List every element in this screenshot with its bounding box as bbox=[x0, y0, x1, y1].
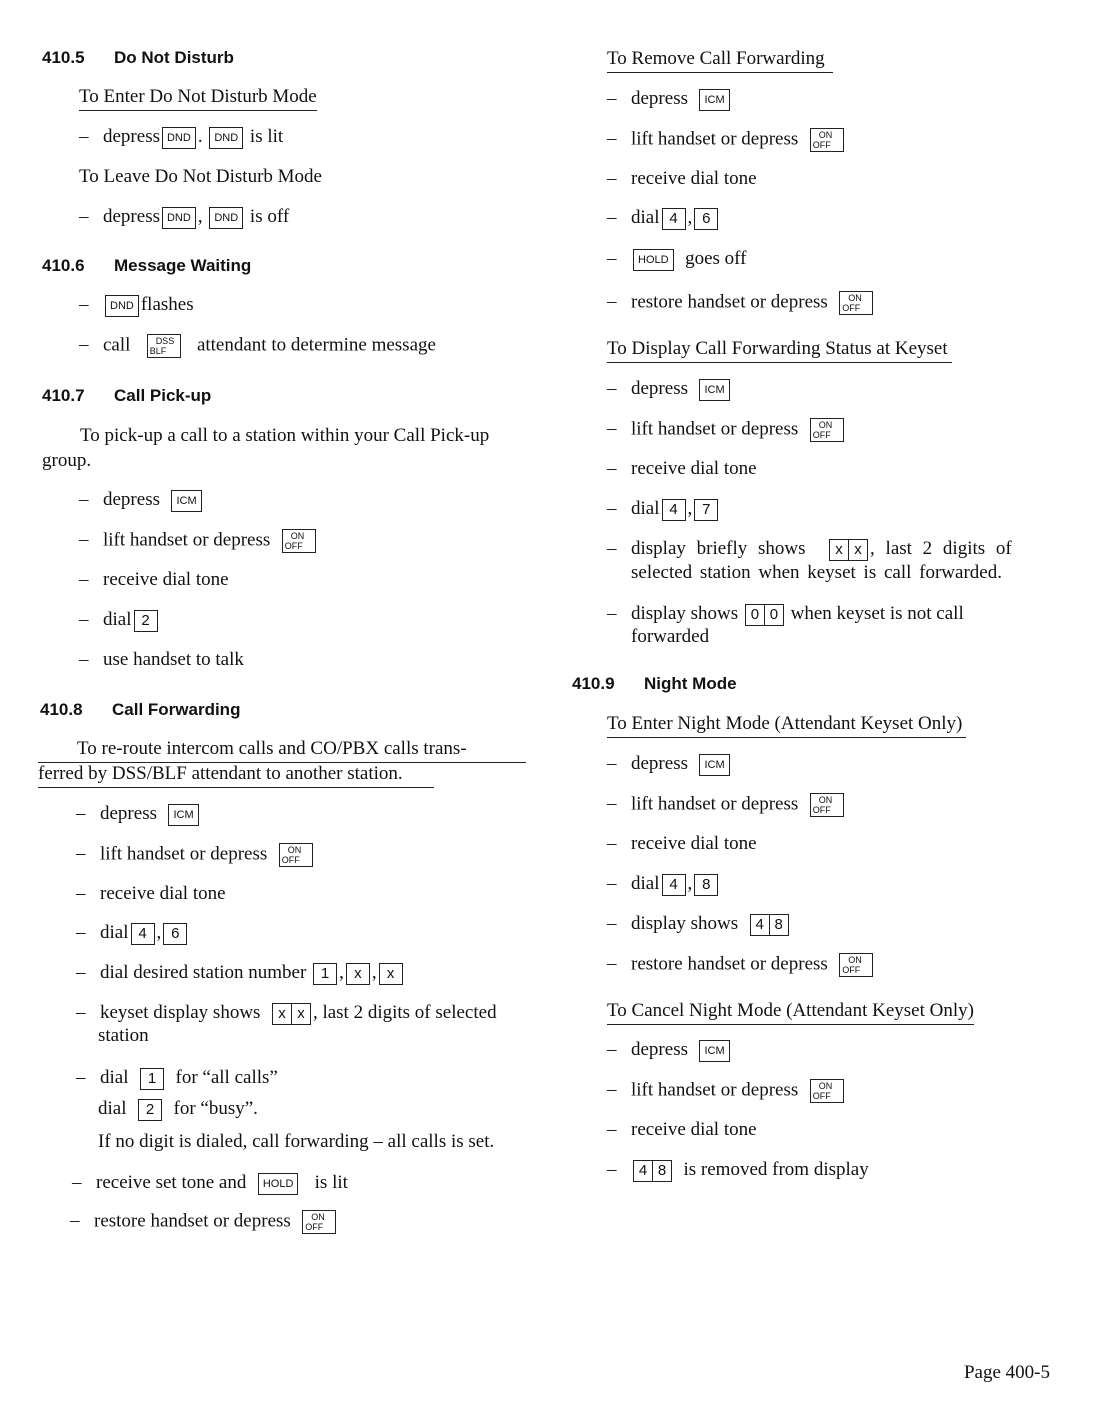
display-readout bbox=[750, 914, 789, 936]
dash: – bbox=[79, 126, 89, 147]
key-on: ON bbox=[848, 293, 862, 303]
step-text: restore handset or depress bbox=[631, 291, 828, 313]
step-line bbox=[76, 962, 405, 985]
step-text: keyset display shows bbox=[100, 1002, 261, 1023]
on-off-key bbox=[302, 1210, 336, 1234]
section-title: Call Pick-up bbox=[114, 386, 212, 405]
display-digit: 0 bbox=[750, 605, 760, 623]
dnd-key: DND bbox=[209, 127, 243, 149]
on-off-key bbox=[810, 418, 844, 442]
dash: – bbox=[607, 873, 617, 894]
step-text: , last 2 digits of selected bbox=[312, 1002, 497, 1023]
section-number: 410.8 bbox=[40, 700, 83, 719]
key-off: OFF bbox=[812, 1091, 831, 1101]
dash: – bbox=[76, 803, 86, 824]
separator: , bbox=[197, 206, 203, 227]
dss-blf-key bbox=[147, 334, 181, 358]
key-off: OFF bbox=[812, 140, 831, 150]
step-line bbox=[607, 498, 720, 521]
dash: – bbox=[79, 334, 89, 356]
dash: – bbox=[607, 88, 617, 109]
dash: – bbox=[607, 1079, 617, 1101]
icm-key: ICM bbox=[168, 804, 198, 826]
subheading-enter-night: To Enter Night Mode (Attendant Keyset Only) bbox=[607, 713, 966, 738]
key-off: OFF bbox=[842, 965, 861, 975]
step-text: dial bbox=[100, 1067, 129, 1088]
step-text: dial bbox=[100, 922, 129, 943]
step-line bbox=[607, 833, 757, 855]
on-off-key bbox=[279, 843, 313, 867]
dash: – bbox=[607, 418, 617, 440]
step-line bbox=[607, 88, 732, 111]
dash: – bbox=[79, 294, 89, 315]
dash: – bbox=[76, 1067, 86, 1088]
digit-key: 2 bbox=[134, 610, 158, 632]
step-line bbox=[76, 883, 226, 905]
step-line bbox=[607, 953, 875, 977]
digit-key: x bbox=[346, 963, 370, 985]
dash: – bbox=[607, 538, 617, 559]
display-readout bbox=[745, 604, 784, 626]
section-heading-410-7 bbox=[42, 386, 211, 406]
icm-key: ICM bbox=[699, 754, 729, 776]
step-line bbox=[76, 922, 189, 945]
step-line bbox=[607, 168, 757, 190]
step-text: depress bbox=[631, 1039, 688, 1060]
dash: – bbox=[607, 378, 617, 399]
step-text: depress bbox=[103, 206, 160, 227]
section-heading-410-9 bbox=[572, 674, 737, 694]
on-off-key bbox=[810, 793, 844, 817]
step-line bbox=[79, 649, 244, 671]
separator: , bbox=[687, 498, 693, 519]
dash: – bbox=[79, 569, 89, 590]
step-line bbox=[607, 1119, 757, 1141]
dnd-key: DND bbox=[162, 127, 196, 149]
display-digit: 8 bbox=[769, 915, 788, 935]
step-continuation: forwarded bbox=[631, 626, 710, 647]
display-digit: 8 bbox=[652, 1161, 671, 1181]
key-off: OFF bbox=[281, 855, 300, 865]
step-text: display shows bbox=[631, 603, 739, 624]
step-line bbox=[72, 1172, 348, 1195]
subheading-remove-forwarding: To Remove Call Forwarding bbox=[607, 48, 833, 73]
step-line bbox=[607, 378, 732, 401]
step-text: dial bbox=[103, 609, 132, 630]
step-text: dial bbox=[98, 1098, 127, 1119]
dash: – bbox=[79, 609, 89, 630]
dash: – bbox=[607, 953, 617, 975]
intro-line-1: To re-route intercom calls and CO/PBX calls trans- bbox=[38, 738, 526, 763]
section-heading-410-8 bbox=[40, 700, 240, 720]
step-text: dial bbox=[631, 498, 660, 519]
separator: , bbox=[156, 922, 162, 943]
separator: . bbox=[197, 126, 203, 147]
step-text: is removed from display bbox=[683, 1159, 869, 1180]
step-line bbox=[76, 1002, 497, 1025]
display-digit: 4 bbox=[755, 915, 764, 933]
dnd-key: DND bbox=[209, 207, 243, 229]
display-digit: x bbox=[835, 540, 843, 558]
dash: – bbox=[76, 962, 86, 983]
digit-key: 1 bbox=[140, 1068, 164, 1090]
section-heading-410-6 bbox=[42, 256, 251, 276]
on-off-key bbox=[839, 291, 873, 315]
display-digit: 0 bbox=[764, 605, 783, 625]
step-line bbox=[76, 843, 315, 867]
step-text: restore handset or depress bbox=[94, 1210, 291, 1232]
icm-key: ICM bbox=[171, 490, 201, 512]
step-text: restore handset or depress bbox=[631, 953, 828, 975]
display-digit: x bbox=[848, 540, 867, 560]
key-off: OFF bbox=[305, 1222, 324, 1232]
step-line bbox=[79, 489, 204, 512]
page-number: Page 400-5 bbox=[963, 1362, 1050, 1383]
dash: – bbox=[607, 793, 617, 815]
step-line bbox=[76, 803, 201, 826]
step-text: depress bbox=[631, 88, 688, 109]
key-on: ON bbox=[848, 955, 862, 965]
digit-key: 7 bbox=[694, 499, 718, 521]
step-text: use handset to talk bbox=[103, 649, 244, 670]
step-text: dial desired station number bbox=[100, 962, 307, 983]
hold-key: HOLD bbox=[633, 249, 674, 271]
dash: – bbox=[607, 833, 617, 854]
on-off-key bbox=[282, 529, 316, 553]
step-line bbox=[70, 1210, 338, 1234]
step-line bbox=[79, 569, 229, 591]
dash: – bbox=[607, 248, 617, 269]
step-text: receive dial tone bbox=[631, 168, 757, 189]
subheading-cancel-night: To Cancel Night Mode (Attendant Keyset Only) bbox=[607, 1000, 974, 1025]
step-text: depress bbox=[103, 489, 160, 510]
step-text: , last 2 digits of bbox=[870, 538, 1012, 559]
section-number: 410.6 bbox=[42, 256, 85, 275]
step-line bbox=[98, 1098, 258, 1121]
digit-key: 4 bbox=[131, 923, 155, 945]
dash: – bbox=[607, 1119, 617, 1140]
dash: – bbox=[72, 1172, 82, 1193]
step-line bbox=[607, 128, 846, 152]
section-title: Message Waiting bbox=[114, 256, 252, 275]
step-line bbox=[79, 206, 289, 229]
dash: – bbox=[607, 498, 617, 519]
step-text: lift handset or depress bbox=[631, 128, 799, 150]
step-line bbox=[607, 753, 732, 776]
key-on: ON bbox=[818, 420, 833, 430]
display-readout bbox=[633, 1160, 672, 1182]
section-title: Call Forwarding bbox=[112, 700, 241, 719]
section-number: 410.7 bbox=[42, 386, 85, 405]
separator: , bbox=[371, 962, 377, 983]
step-line bbox=[607, 793, 846, 817]
step-line bbox=[607, 603, 964, 626]
key-on: ON bbox=[287, 845, 302, 855]
separator: , bbox=[687, 873, 693, 894]
step-text: dial bbox=[631, 873, 660, 894]
step-text: receive dial tone bbox=[631, 833, 757, 854]
step-line bbox=[79, 529, 318, 553]
dash: – bbox=[79, 529, 89, 551]
digit-key: 4 bbox=[662, 499, 686, 521]
separator: , bbox=[339, 962, 344, 983]
step-text: lift handset or depress bbox=[100, 843, 268, 865]
dash: – bbox=[70, 1210, 80, 1232]
key-on: ON bbox=[311, 1212, 325, 1222]
step-text: flashes bbox=[140, 294, 194, 315]
on-off-key bbox=[810, 1079, 844, 1103]
step-line bbox=[607, 291, 875, 315]
dash: – bbox=[79, 649, 89, 670]
step-text: attendant to determine message bbox=[196, 334, 436, 356]
step-line bbox=[607, 458, 757, 480]
section-heading-410-5 bbox=[42, 48, 234, 68]
dash: – bbox=[607, 128, 617, 150]
step-line bbox=[607, 1159, 869, 1182]
digit-key: 8 bbox=[694, 874, 718, 896]
dash: – bbox=[607, 603, 617, 624]
dash: – bbox=[607, 1159, 617, 1180]
display-readout bbox=[829, 539, 868, 561]
dash: – bbox=[607, 291, 617, 313]
digit-key: 4 bbox=[662, 874, 686, 896]
section-number: 410.9 bbox=[572, 674, 615, 693]
step-text: lift handset or depress bbox=[631, 793, 799, 815]
dash: – bbox=[76, 1002, 86, 1023]
dash: – bbox=[607, 913, 617, 934]
step-line bbox=[607, 538, 1012, 561]
digit-key: 2 bbox=[138, 1099, 162, 1121]
key-off: OFF bbox=[812, 805, 831, 815]
dash: – bbox=[607, 1039, 617, 1060]
step-text: is off bbox=[249, 206, 290, 227]
section-number: 410.5 bbox=[42, 48, 85, 67]
step-text: receive set tone and bbox=[96, 1172, 247, 1193]
step-line bbox=[607, 207, 720, 230]
section-title: Night Mode bbox=[644, 674, 737, 693]
step-line bbox=[607, 913, 791, 936]
step-continuation: selected station when keyset is call forwarded. bbox=[631, 562, 1002, 583]
step-text: depress bbox=[631, 753, 688, 774]
step-line bbox=[607, 248, 746, 271]
step-line bbox=[607, 1039, 732, 1062]
step-line bbox=[607, 1079, 846, 1103]
dash: – bbox=[607, 458, 617, 479]
digit-key: 4 bbox=[662, 208, 686, 230]
display-digit: 4 bbox=[638, 1161, 648, 1179]
dash: – bbox=[76, 922, 86, 943]
on-off-key bbox=[810, 128, 844, 152]
key-off: OFF bbox=[812, 430, 831, 440]
section-title: Do Not Disturb bbox=[114, 48, 234, 67]
icm-key: ICM bbox=[699, 379, 729, 401]
step-line bbox=[76, 1067, 278, 1090]
step-line bbox=[607, 418, 846, 442]
digit-key: 6 bbox=[163, 923, 187, 945]
step-text: depress bbox=[631, 378, 688, 399]
step-text: depress bbox=[100, 803, 157, 824]
step-text: is lit bbox=[249, 126, 284, 147]
step-text: receive dial tone bbox=[103, 569, 229, 590]
display-readout bbox=[272, 1003, 311, 1025]
step-line bbox=[79, 609, 160, 632]
step-line bbox=[79, 294, 194, 317]
step-text: display shows bbox=[631, 913, 739, 934]
step-text: for “busy”. bbox=[173, 1098, 258, 1119]
step-continuation: station bbox=[98, 1025, 149, 1046]
step-text: dial bbox=[631, 207, 660, 228]
dash: – bbox=[607, 207, 617, 228]
step-text: receive dial tone bbox=[631, 458, 757, 479]
on-off-key bbox=[839, 953, 873, 977]
step-text: lift handset or depress bbox=[631, 1079, 799, 1101]
step-text: for “all calls” bbox=[175, 1067, 278, 1088]
display-digit: x bbox=[278, 1004, 286, 1022]
subheading-leave-dnd: To Leave Do Not Disturb Mode bbox=[79, 166, 322, 187]
key-off: OFF bbox=[284, 541, 303, 551]
digit-key: 1 bbox=[313, 963, 337, 985]
step-text: call bbox=[103, 334, 131, 356]
step-text: lift handset or depress bbox=[103, 529, 271, 551]
key-off: OFF bbox=[842, 303, 861, 313]
step-text: receive dial tone bbox=[100, 883, 226, 904]
step-text: display briefly shows bbox=[631, 538, 806, 559]
key-bottom: BLF bbox=[149, 346, 167, 356]
dash: – bbox=[76, 843, 86, 865]
step-text: when keyset is not call bbox=[790, 603, 964, 624]
digit-key: x bbox=[379, 963, 403, 985]
intro-line-2: ferred by DSS/BLF attendant to another station. bbox=[38, 763, 434, 788]
step-line bbox=[607, 873, 720, 896]
dash: – bbox=[79, 206, 89, 227]
hold-key: HOLD bbox=[258, 1173, 299, 1195]
key-on: ON bbox=[818, 130, 833, 140]
step-text: receive dial tone bbox=[631, 1119, 757, 1140]
step-text: goes off bbox=[685, 248, 747, 269]
note-text: If no digit is dialed, call forwarding – all calls is set. bbox=[98, 1131, 495, 1152]
icm-key: ICM bbox=[699, 89, 729, 111]
separator: , bbox=[687, 207, 693, 228]
icm-key: ICM bbox=[699, 1040, 729, 1062]
dnd-key: DND bbox=[105, 295, 139, 317]
subheading-enter-dnd: To Enter Do Not Disturb Mode bbox=[79, 86, 317, 111]
dash: – bbox=[607, 753, 617, 774]
key-on: ON bbox=[290, 531, 305, 541]
step-line bbox=[79, 334, 436, 358]
dash: – bbox=[79, 489, 89, 510]
key-on: ON bbox=[818, 795, 833, 805]
dash: – bbox=[76, 883, 86, 904]
key-on: ON bbox=[818, 1081, 833, 1091]
intro-paragraph: To pick-up a call to a station within your Call Pick-up group. bbox=[42, 425, 490, 471]
step-line bbox=[79, 126, 283, 149]
step-text: lift handset or depress bbox=[631, 418, 799, 440]
subheading-display-status: To Display Call Forwarding Status at Keyset bbox=[607, 338, 952, 363]
digit-key: 6 bbox=[694, 208, 718, 230]
step-text: depress bbox=[103, 126, 160, 147]
display-digit: x bbox=[291, 1004, 310, 1024]
step-text: is lit bbox=[314, 1172, 348, 1193]
dnd-key: DND bbox=[162, 207, 196, 229]
dash: – bbox=[607, 168, 617, 189]
key-top: DSS bbox=[155, 336, 175, 346]
